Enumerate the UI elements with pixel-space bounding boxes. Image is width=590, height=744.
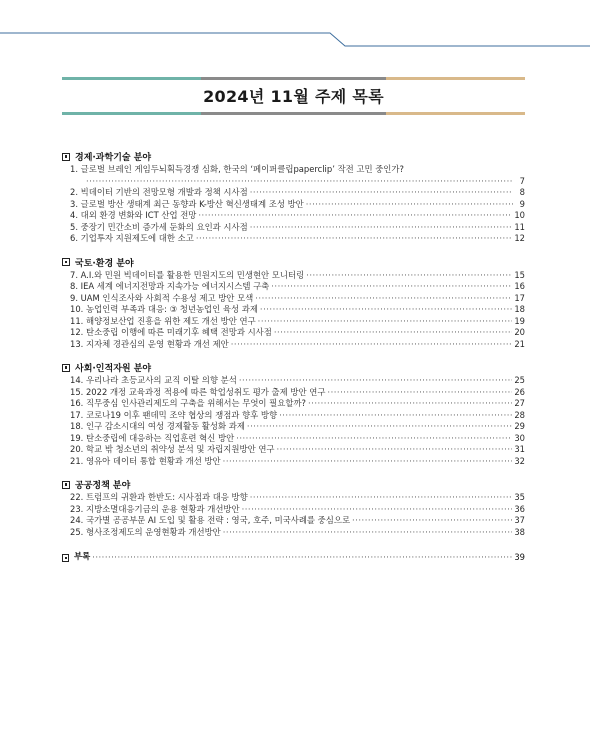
section-heading-text: 공공정책 분야 — [75, 481, 131, 491]
appendix-section[interactable] — [62, 549, 525, 562]
section-heading — [62, 361, 525, 374]
section-heading-text: 경제·과학기술 분야 — [75, 153, 152, 163]
toc-entry[interactable] — [62, 504, 525, 516]
toc-entry-title: 1. 글로벌 브레인 게임두뇌획득경쟁 심화, 한국의 ‘페이퍼클립paperclip’ 작전 고민 중인가? — [70, 164, 404, 174]
toc-entry-page: 17 — [514, 292, 525, 303]
appendix-page: 39 — [514, 552, 525, 562]
leader-dots — [306, 270, 512, 282]
toc-entry-title: 24. 국가별 공공부문 AI 도입 및 활용 전략 : 영국, 호주, 미국사례를 중심으로 — [70, 515, 351, 525]
leader-dots — [242, 504, 513, 516]
leader-dots — [86, 176, 513, 188]
section-heading — [62, 478, 525, 491]
toc-entry-title: 2. 빅데이터 기반의 전망모형 개발과 정책 시사점 — [70, 187, 248, 197]
title-bar-bottom-stripe — [62, 112, 525, 115]
leader-dots — [92, 552, 512, 562]
toc-entry-page: 25 — [514, 375, 525, 385]
leader-dots — [274, 327, 512, 339]
toc-entry-title: 14. 우리나라 초등교사의 교직 이탈 의향 분석 — [70, 375, 237, 385]
toc-entry-page: 9 — [519, 198, 525, 209]
toc-entry[interactable] — [62, 527, 525, 539]
toc-entry-title: 25. 형사조정제도의 운영현황과 개선방안 — [70, 526, 221, 537]
toc-entry-page: 32 — [514, 455, 525, 466]
toc-entry[interactable] — [62, 210, 525, 222]
toc-entry[interactable] — [62, 339, 525, 351]
header-decoration-line — [0, 0, 590, 60]
toc-entry-title: 8. IEA 세계 에너지전망과 지속가능 에너지시스템 구축 — [70, 281, 270, 291]
table-of-contents — [62, 150, 525, 573]
toc-entry-page: 12 — [514, 233, 525, 243]
leader-dots — [279, 410, 512, 422]
toc-entry-page: 36 — [514, 503, 525, 514]
toc-entry[interactable] — [62, 222, 525, 234]
toc-entry-title: 7. A.I.와 민원 빅데이터를 활용한 민원지도의 민생현안 모니터링 — [70, 269, 305, 280]
toc-entry-page: 20 — [514, 327, 525, 337]
toc-entry-title: 10. 농업인력 부족과 대응: ③ 청년농업인 육성 과제 — [70, 304, 258, 314]
toc-entry[interactable] — [62, 387, 525, 399]
toc-entry[interactable] — [62, 456, 525, 468]
leader-dots — [198, 210, 512, 222]
leader-dots — [255, 293, 512, 305]
leader-dots — [223, 527, 513, 539]
leader-dots — [250, 492, 513, 504]
leader-dots — [352, 515, 512, 527]
toc-entry[interactable] — [62, 316, 525, 328]
toc-entry-title: 21. 영유아 데이터 통합 현황과 개선 방안 — [70, 455, 221, 466]
toc-entry-title: 18. 인구 감소시대의 여성 경제활동 활성화 과제 — [70, 421, 245, 431]
toc-entry-title: 22. 트럼프의 귀환과 한반도: 시사점과 대응 방향 — [70, 492, 248, 502]
page-title: 2024년 11월 주제 목록 — [203, 87, 384, 106]
toc-entry-page: 18 — [514, 304, 525, 314]
toc-entry-title: 5. 중장기 민간소비 증가세 둔화의 요인과 시사점 — [70, 221, 248, 232]
appendix-label: 부록 — [73, 551, 91, 561]
leader-dots — [250, 222, 513, 234]
toc-entry[interactable] — [62, 398, 525, 410]
toc-entry-page: 21 — [514, 338, 525, 349]
toc-entry-title: 20. 학교 밖 청소년의 취약성 분석 및 자립지원방안 연구 — [70, 444, 275, 454]
toc-entry-page: 10 — [514, 210, 525, 220]
toc-entry-title: 13. 지자체 경관심의 운영 현황과 개선 제안 — [70, 338, 229, 349]
toc-entry-page: 35 — [514, 492, 525, 502]
toc-entry-page: 16 — [514, 281, 525, 291]
square-bullet-icon — [62, 364, 70, 372]
section-heading-text: 국토·환경 분야 — [75, 258, 134, 269]
leader-dots — [306, 199, 513, 211]
toc-entry[interactable] — [62, 187, 525, 199]
toc-entry-title: 17. 코로나19 이후 팬데믹 조약 협상의 쟁점과 향후 방향 — [70, 409, 278, 420]
toc-entry-title: 11. 해양정보산업 진흥을 위한 제도 개선 방안 연구 — [70, 315, 256, 326]
square-bullet-icon — [62, 153, 70, 161]
toc-entry-title: 19. 탄소중립에 대응하는 직업훈련 혁신 방안 — [70, 432, 235, 443]
leader-dots — [231, 339, 513, 351]
toc-entry-title: 6. 기업투자 지원제도에 대한 소고 — [70, 233, 194, 243]
toc-entry[interactable] — [62, 327, 525, 339]
toc-entry-page: 29 — [514, 421, 525, 431]
toc-entry-title: 12. 탄소중립 이행에 따른 미래기후 혜택 전망과 시사점 — [70, 327, 272, 337]
toc-entry-title: 9. UAM 인식조사와 사회적 수용성 제고 방안 모색 — [70, 292, 254, 303]
toc-entry-page: 26 — [514, 386, 525, 397]
section-heading — [62, 150, 525, 163]
toc-entry[interactable] — [62, 375, 525, 387]
toc-entry-title: 15. 2022 개정 교육과정 적용에 따른 학업성취도 평가 출제 방안 연구 — [70, 386, 326, 397]
toc-entry-page: 31 — [514, 444, 525, 454]
leader-dots — [223, 456, 513, 468]
leader-dots — [271, 281, 512, 293]
toc-entry[interactable] — [62, 233, 525, 245]
leader-dots — [258, 316, 513, 328]
toc-entry[interactable] — [62, 444, 525, 456]
toc-entry-page: 19 — [514, 315, 525, 326]
toc-entry[interactable] — [62, 293, 525, 305]
toc-entry-page: 37 — [514, 515, 525, 525]
toc-entry-title: 4. 대외 환경 변화와 ICT 산업 전망 — [70, 210, 197, 220]
square-bullet-icon — [62, 554, 69, 562]
title-bar — [62, 77, 525, 115]
leader-dots — [327, 387, 512, 399]
toc-entry[interactable] — [62, 199, 525, 211]
toc-entry-page: 27 — [514, 398, 525, 408]
toc-entry[interactable] — [62, 433, 525, 445]
toc-entry[interactable] — [62, 304, 525, 316]
toc-section — [62, 256, 525, 351]
leader-dots — [236, 433, 512, 445]
toc-entry[interactable] — [62, 515, 525, 527]
toc-entry-page: 11 — [514, 221, 525, 232]
section-heading — [62, 256, 525, 269]
leader-dots — [250, 187, 513, 199]
leader-dots — [277, 444, 513, 456]
toc-section — [62, 361, 525, 467]
square-bullet-icon — [62, 258, 70, 266]
toc-entry-page: 8 — [519, 187, 525, 197]
toc-entry-page: 7 — [519, 175, 525, 186]
square-bullet-icon — [62, 481, 70, 489]
leader-dots — [239, 375, 513, 387]
leader-dots — [308, 398, 512, 410]
section-heading-text: 사회·인적자원 분야 — [75, 364, 152, 374]
toc-section — [62, 150, 525, 245]
toc-entry-title: 3. 글로벌 방산 생태계 최근 동향과 K-방산 혁신생태계 조성 방안 — [70, 198, 304, 209]
toc-entry-title: 16. 직무중심 인사관리제도의 구축을 위해서는 무엇이 필요할까? — [70, 398, 306, 408]
toc-entry[interactable] — [62, 421, 525, 433]
toc-section — [62, 478, 525, 538]
leader-dots — [196, 233, 513, 245]
leader-dots — [260, 304, 512, 316]
toc-entry-page: 28 — [514, 409, 525, 420]
toc-entry-page: 38 — [514, 526, 525, 537]
toc-entry[interactable] — [62, 410, 525, 422]
title-bar-top-stripe — [62, 77, 525, 80]
toc-entry[interactable] — [62, 281, 525, 293]
toc-entry[interactable] — [62, 492, 525, 504]
toc-entry[interactable] — [62, 164, 525, 187]
toc-entry-page: 15 — [514, 269, 525, 280]
toc-entry-page: 30 — [514, 432, 525, 443]
toc-entry-title: 23. 지방소멸대응기금의 운용 현황과 개선방안 — [70, 503, 240, 514]
toc-entry[interactable] — [62, 270, 525, 282]
leader-dots — [247, 421, 512, 433]
